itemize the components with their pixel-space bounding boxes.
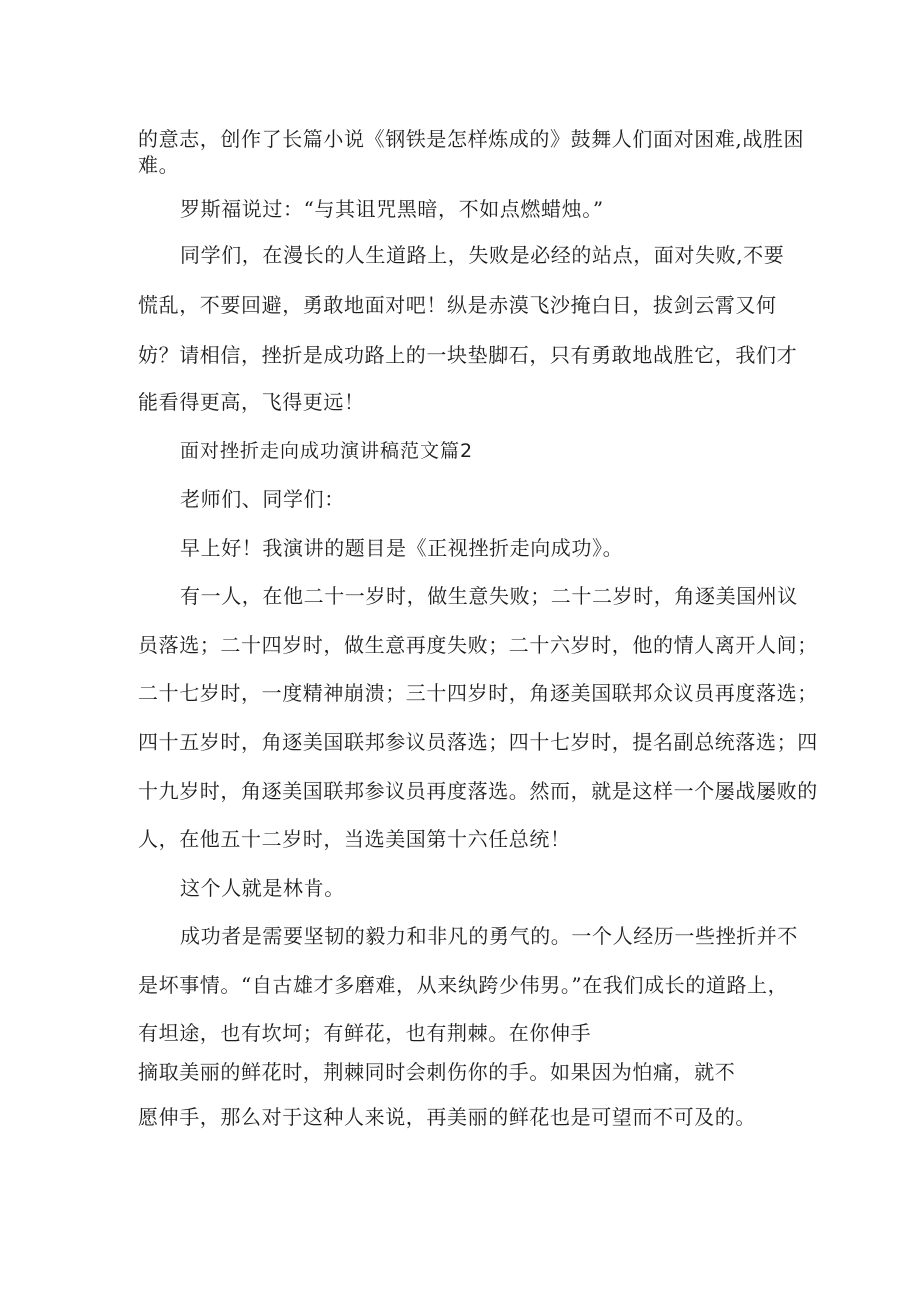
paragraph-line: 摘取美丽的鲜花时，荆棘同时会刺伤你的手。如果因为怕痛，就不 <box>138 1060 736 1084</box>
paragraph-line: 难。 <box>138 153 180 177</box>
paragraph-line: 四十五岁时，角逐美国联邦参议员落选；四十七岁时，提名副总统落选；四 <box>138 730 818 754</box>
paragraph-line: 早上好！我演讲的题目是《正视挫折走向成功》。 <box>180 536 624 560</box>
paragraph-line: 是坏事情。“自古雄才多磨难，从来纨跨少伟男。”在我们成长的道路上， <box>138 973 789 997</box>
paragraph-line: 能看得更高，飞得更远！ <box>138 390 365 414</box>
paragraph-line: 慌乱，不要回避，勇敢地面对吧！纵是赤漠飞沙掩白日，拔剑云霄又何 <box>138 293 777 317</box>
paragraph-line: 二十七岁时，一度精神崩溃；三十四岁时，角逐美国联邦众议员再度落选； <box>138 681 818 705</box>
salutation: 老师们、同学们： <box>180 487 345 511</box>
paragraph-line: 这个人就是林肯。 <box>180 876 345 900</box>
paragraph-line: 罗斯福说过：“与其诅咒黑暗，不如点燃蜡烛。” <box>180 197 604 221</box>
paragraph-line: 成功者是需要坚韧的毅力和非凡的勇气的。一个人经历一些挫折并不 <box>180 924 798 948</box>
paragraph-line: 同学们，在漫长的人生道路上，失败是必经的站点，面对失败,不要 <box>180 243 785 267</box>
paragraph-line: 愿伸手，那么对于这种人来说，再美丽的鲜花也是可望而不可及的。 <box>138 1105 756 1129</box>
paragraph-line: 妨？请相信，挫折是成功路上的一块垫脚石，只有勇敢地战胜它，我们才 <box>138 343 798 367</box>
paragraph-line: 十九岁时，角逐美国联邦参议员再度落选。然而，就是这样一个屡战屡败的 <box>138 779 818 803</box>
paragraph-line: 的意志，创作了长篇小说《钢铁是怎样炼成的》鼓舞人们面对困难,战胜困 <box>138 127 805 151</box>
paragraph-line: 有一人，在他二十一岁时，做生意失败；二十二岁时，角逐美国州议 <box>180 584 798 608</box>
section-heading: 面对挫折走向成功演讲稿范文篇2 <box>180 440 474 462</box>
paragraph-line: 员落选；二十四岁时，做生意再度失败；二十六岁时，他的情人离开人间； <box>138 633 818 657</box>
paragraph-line: 人，在他五十二岁时，当选美国第十六任总统！ <box>138 827 571 851</box>
paragraph-line: 有坦途，也有坎坷；有鲜花，也有荆棘。在你伸手 <box>138 1021 592 1045</box>
